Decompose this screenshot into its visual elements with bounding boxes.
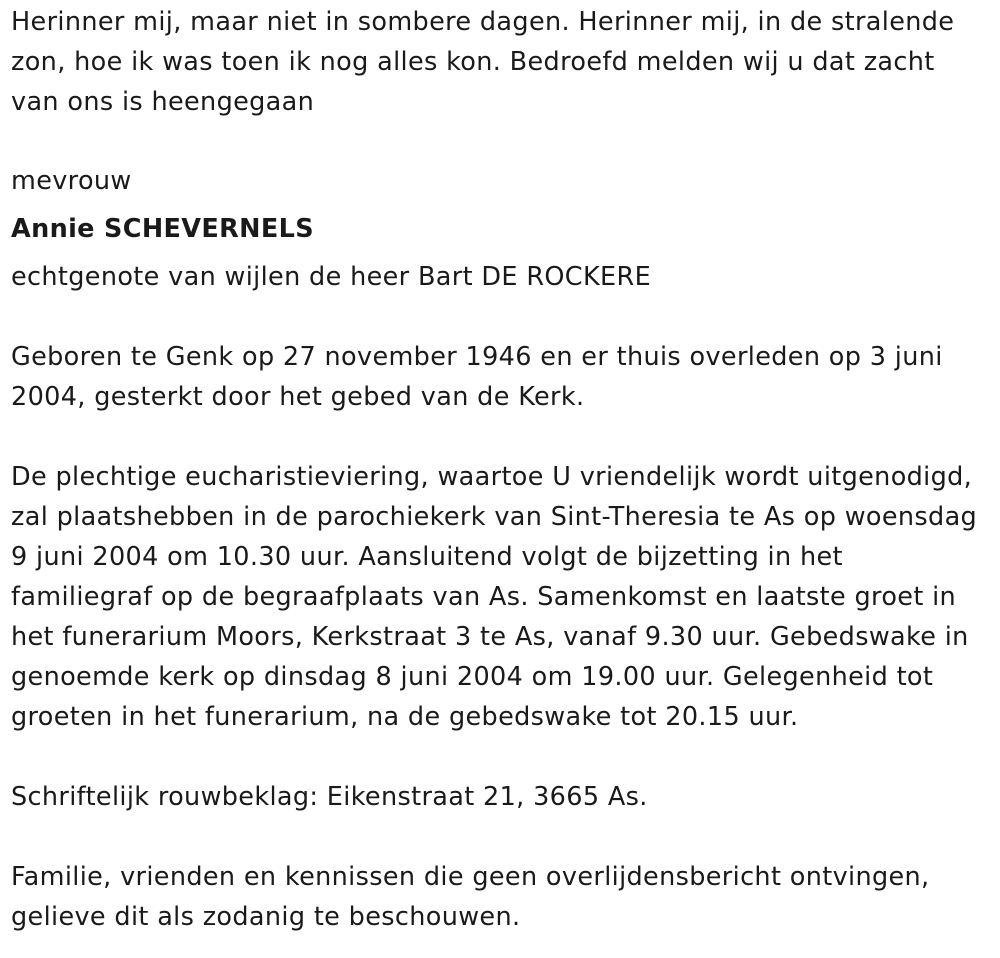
title-prefix: mevrouw — [11, 166, 132, 196]
obituary-notice — [11, 2, 991, 937]
deceased-name: Annie SCHEVERNELS — [11, 214, 314, 244]
intro-text: Herinner mij, maar niet in sombere dagen. Herinner mij, in de stralende zon, hoe ik was toen ik nog alles kon. Bedroefd melden wij u dat zacht van ons is heengegaan — [11, 7, 955, 117]
closing-text: Familie, vrienden en kennissen die geen overlijdensbericht ontvingen, gelieve dit als zodanig te beschouwen. — [11, 862, 930, 932]
ceremony-text: De plechtige eucharistieviering, waartoe U vriendelijk wordt uitgenodigd, zal plaatshebben in de parochiekerk van Sint-Theresia te As op woensdag 9 juni 2004 om 10.30 uur. Aansluitend volgt de bijzetting in het familiegraf op de begraafplaats van As. Samenkomst en laatste groet in het funerarium Moors, Kerkstraat 3 te As, vanaf 9.30 uur. Gebedswake in genoemde kerk op dinsdag 8 juni 2004 om 19.00 uur. Gelegenheid tot groeten in het funerarium, na de gebedswake tot 20.15 uur. — [11, 462, 978, 732]
spouse-text: echtgenote van wijlen de heer Bart DE ROCKERE — [11, 262, 652, 292]
birth-death-text: Geboren te Genk op 27 november 1946 en er thuis overleden op 3 juni 2004, gesterkt door het gebed van de Kerk. — [11, 342, 943, 412]
condolences-text: Schriftelijk rouwbeklag: Eikenstraat 21, 3665 As. — [11, 782, 648, 812]
